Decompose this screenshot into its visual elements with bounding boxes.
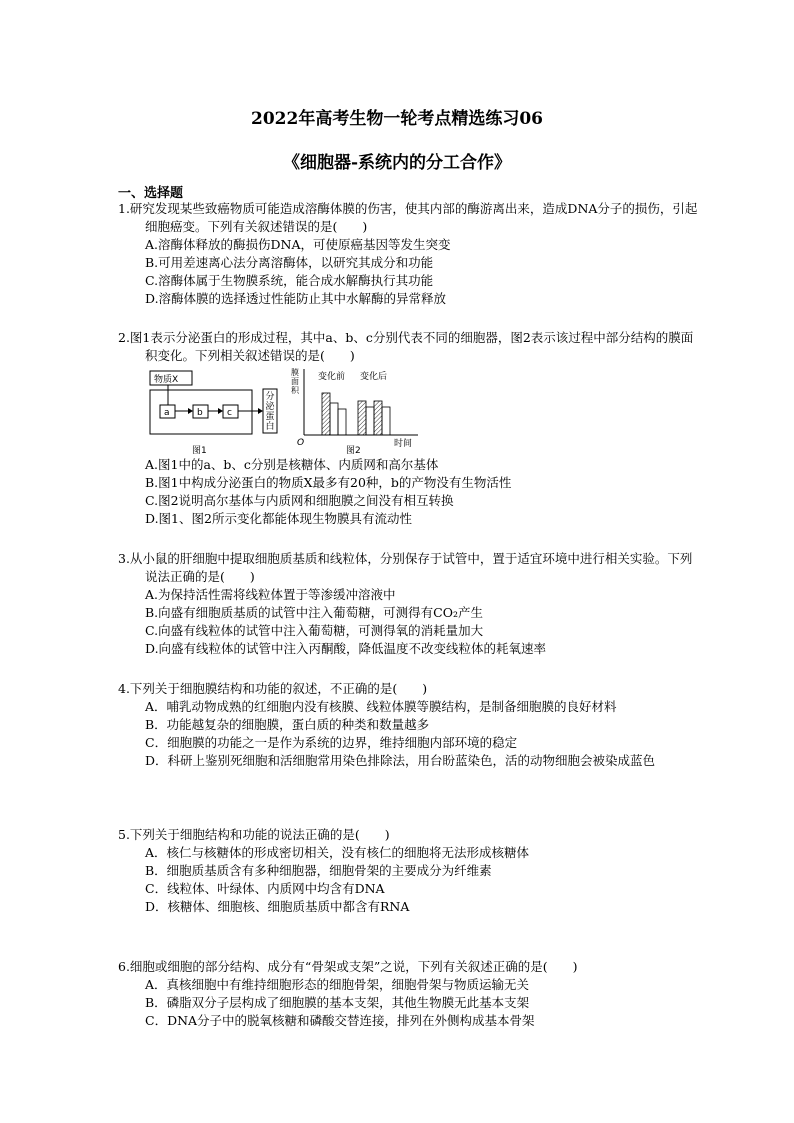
question-2: [118, 329, 703, 365]
y-axis-label: 膜面积: [291, 368, 299, 395]
question-1: [118, 200, 703, 308]
option-b: B.向盛有细胞质基质的试管中注入葡萄糖，可测得有CO₂产生: [145, 605, 483, 620]
bar-hatched: [322, 393, 330, 435]
question-stem: 1.研究发现某些致癌物质可能造成溶酶体膜的伤害，使其内部的酶游离出来，造成DNA分子的损伤，引起细胞癌变。下列有关叙述错误的是( ): [118, 201, 698, 234]
arrow-head: [188, 408, 193, 414]
option-a: A．核仁与核糖体的形成密切相关，没有核仁的细胞将无法形成核糖体: [145, 845, 530, 860]
option-c: C．细胞膜的功能之一是作为系统的边界，维持细胞内部环境的稳定: [145, 735, 518, 750]
option-b: B．磷脂双分子层构成了细胞膜的基本支架，其他生物膜无此基本支架: [145, 995, 530, 1010]
bar-plain: [330, 403, 338, 435]
question-stem: 5.下列关于细胞结构和功能的说法正确的是( ): [118, 827, 390, 842]
option-d: D.图1、图2所示变化都能体现生物膜具有流动性: [145, 511, 412, 526]
figure-2-caption: 图2: [346, 446, 361, 456]
bar-group-2: [358, 401, 390, 435]
question-3: [118, 550, 703, 658]
option-c: C.图2说明高尔基体与内质网和细胞膜之间没有相互转换: [145, 493, 454, 508]
bar-plain: [382, 407, 390, 435]
organelle-a-label: a: [164, 408, 170, 418]
question-2-figure: [148, 365, 428, 461]
option-b: B．功能越复杂的细胞膜，蛋白质的种类和数量越多: [145, 717, 430, 732]
option-c: C.溶酶体属于生物膜系统，能合成水解酶执行其功能: [145, 273, 434, 288]
question-stem: 2.图1表示分泌蛋白的形成过程，其中a、b、c分别代表不同的细胞器，图2表示该过程中部分结构的膜面积变化。下列相关叙述错误的是( ): [118, 330, 694, 363]
option-a: A．真核细胞中有维持细胞形态的细胞骨架，细胞骨架与物质运输无关: [145, 977, 530, 992]
question-5: [118, 826, 703, 916]
option-a: A.为保持活性需将线粒体置于等渗缓冲溶液中: [145, 587, 396, 602]
question-stem: 3.从小鼠的肝细胞中提取细胞质基质和线粒体，分别保存于试管中，置于适宜环境中进行相关实验。下列说法正确的是( ): [118, 551, 693, 584]
document-title: 2022年高考生物一轮考点精选练习06: [251, 109, 543, 129]
origin-label: O: [297, 438, 305, 448]
arrow-head: [218, 408, 223, 414]
option-b: B.可用差速离心法分离溶酶体，以研究其成分和功能: [145, 255, 434, 270]
legend-before: 变化前: [318, 372, 346, 382]
x-axis-label: 时间: [394, 439, 413, 449]
section-heading: 一、选择题: [118, 186, 184, 201]
question-6: [118, 958, 703, 1030]
question-4: [118, 680, 703, 770]
bar-plain: [338, 409, 346, 435]
option-d: D.向盛有线粒体的试管中注入丙酮酸，降低温度不改变线粒体的耗氧速率: [145, 641, 547, 656]
product-label: 分泌蛋白: [265, 392, 275, 432]
option-a: A．哺乳动物成熟的红细胞内没有核膜、线粒体膜等膜结构，是制备细胞膜的良好材料: [145, 699, 617, 714]
figure-1-caption: 图1: [192, 446, 207, 456]
option-d: D．科研上鉴别死细胞和活细胞常用染色排除法，用台盼蓝染色，活的动物细胞会被染成蓝色: [145, 753, 656, 768]
option-b: B．细胞质基质含有多种细胞器，细胞骨架的主要成分为纤维素: [145, 863, 492, 878]
option-c: C.向盛有线粒体的试管中注入葡萄糖，可测得氧的消耗量加大: [145, 623, 484, 638]
question-2-options: [118, 456, 703, 528]
question-stem: 4.下列关于细胞膜结构和功能的叙述，不正确的是( ): [118, 681, 428, 696]
bar-plain: [366, 407, 374, 435]
question-stem: 6.细胞或细胞的部分结构、成分有“骨架或支架”之说，下列有关叙述正确的是( ): [118, 959, 578, 974]
document-subtitle: 《细胞器-系统内的分工合作》: [282, 153, 512, 173]
figure-svg: [148, 365, 428, 461]
arrow-head: [258, 408, 263, 414]
legend-after: 变化后: [360, 372, 388, 382]
option-c: C．线粒体、叶绿体、内质网中均含有DNA: [145, 881, 385, 896]
option-b: B.图1中构成分泌蛋白的物质X最多有20种，b的产物没有生物活性: [145, 475, 512, 490]
option-a: A.图1中的a、b、c分别是核糖体、内质网和高尔基体: [145, 457, 439, 472]
option-d: D.溶酶体膜的选择透过性能防止其中水解酶的异常释放: [145, 291, 447, 306]
option-a: A.溶酶体释放的酶损伤DNA，可使原癌基因等发生突变: [145, 237, 451, 252]
bar-hatched: [374, 401, 382, 435]
bar-hatched: [358, 401, 366, 435]
organelle-b-label: b: [197, 408, 203, 418]
bar-group-1: [322, 393, 346, 435]
option-d: D．核糖体、细胞核、细胞质基质中都含有RNA: [145, 899, 410, 914]
organelle-c-label: c: [227, 408, 232, 418]
option-c: C．DNA分子中的脱氧核糖和磷酸交替连接，排列在外侧构成基本骨架: [145, 1013, 535, 1028]
material-label: 物质X: [154, 375, 179, 385]
